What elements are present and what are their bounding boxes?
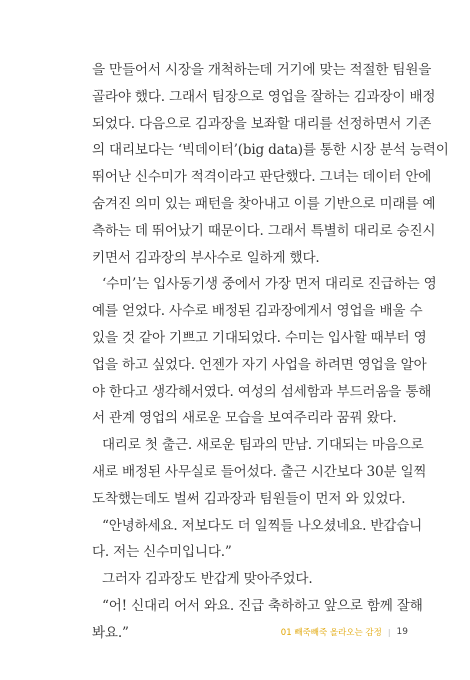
text-line: 봐요.” [92, 624, 129, 641]
text-line: 있을 것 같아 기쁘고 기대되었다. 수미는 입사할 때부터 영 [92, 329, 427, 346]
text-line: 새로 배정된 사무실로 들어섰다. 출근 시간보다 30분 일찍 [92, 463, 427, 480]
text-line: 키면서 김과장의 부사수로 일하게 했다. [92, 249, 320, 266]
text-line: 다. 저는 신수미입니다.” [92, 544, 232, 561]
text-line: 업을 하고 싶었다. 언젠가 자기 사업을 하려면 영업을 알아 [92, 356, 427, 373]
text-line: 숨겨진 의미 있는 패턴을 찾아내고 이를 기반으로 미래를 예 [92, 195, 436, 212]
text-line: “안녕하세요. 저보다도 더 일찍들 나오셨네요. 반갑습니 [102, 517, 423, 534]
text-line: 도착했는데도 벌써 김과장과 팀원들이 먼저 와 있었다. [92, 490, 406, 507]
page-body-text [92, 57, 449, 647]
text-line: 대리로 첫 출근. 새로운 팀과의 만남. 기대되는 마음으로 [102, 437, 424, 454]
text-line: 의 대리보다는 ‘빅데이터’(big data)를 통한 시장 분석 능력이 [92, 142, 449, 159]
text-line: ‘수미’는 입사동기생 중에서 가장 먼저 대리로 진급하는 영 [102, 276, 437, 293]
text-line: 예를 얻었다. 사수로 배정된 김과장에게서 영업을 배울 수 [92, 303, 423, 320]
text-line: 되었다. 다음으로 김과장을 보좌할 대리를 선정하면서 기존 [92, 115, 432, 132]
page-footer [281, 626, 408, 638]
chapter-title: 01 빼죽빼죽 올라오는 감정 [280, 628, 382, 638]
text-line: 뛰어난 신수미가 적격이라고 판단했다. 그녀는 데이터 안에 [92, 169, 432, 186]
text-line: 서 관계 영업의 새로운 모습을 보여주리라 꿈꿔 왔다. [92, 410, 397, 427]
text-line: 야 한다고 생각해서였다. 여성의 섬세함과 부드러움을 통해 [92, 383, 432, 400]
text-line: 골라야 했다. 그래서 팀장으로 영업을 잘하는 김과장이 배정 [92, 88, 436, 105]
text-line: 을 만들어서 시장을 개척하는데 거기에 맞는 적절한 팀원을 [92, 62, 432, 78]
text-line: 그러자 김과장도 반갑게 맞아주었다. [102, 571, 313, 588]
text-line: 측하는 데 뛰어났기 때문이다. 그래서 특별히 대리로 승진시 [92, 222, 436, 239]
text-line: “어! 신대리 어서 와요. 진급 축하하고 앞으로 함께 잘해 [102, 597, 423, 614]
page-number: 19 [396, 627, 408, 637]
footer-separator: | [387, 627, 391, 637]
